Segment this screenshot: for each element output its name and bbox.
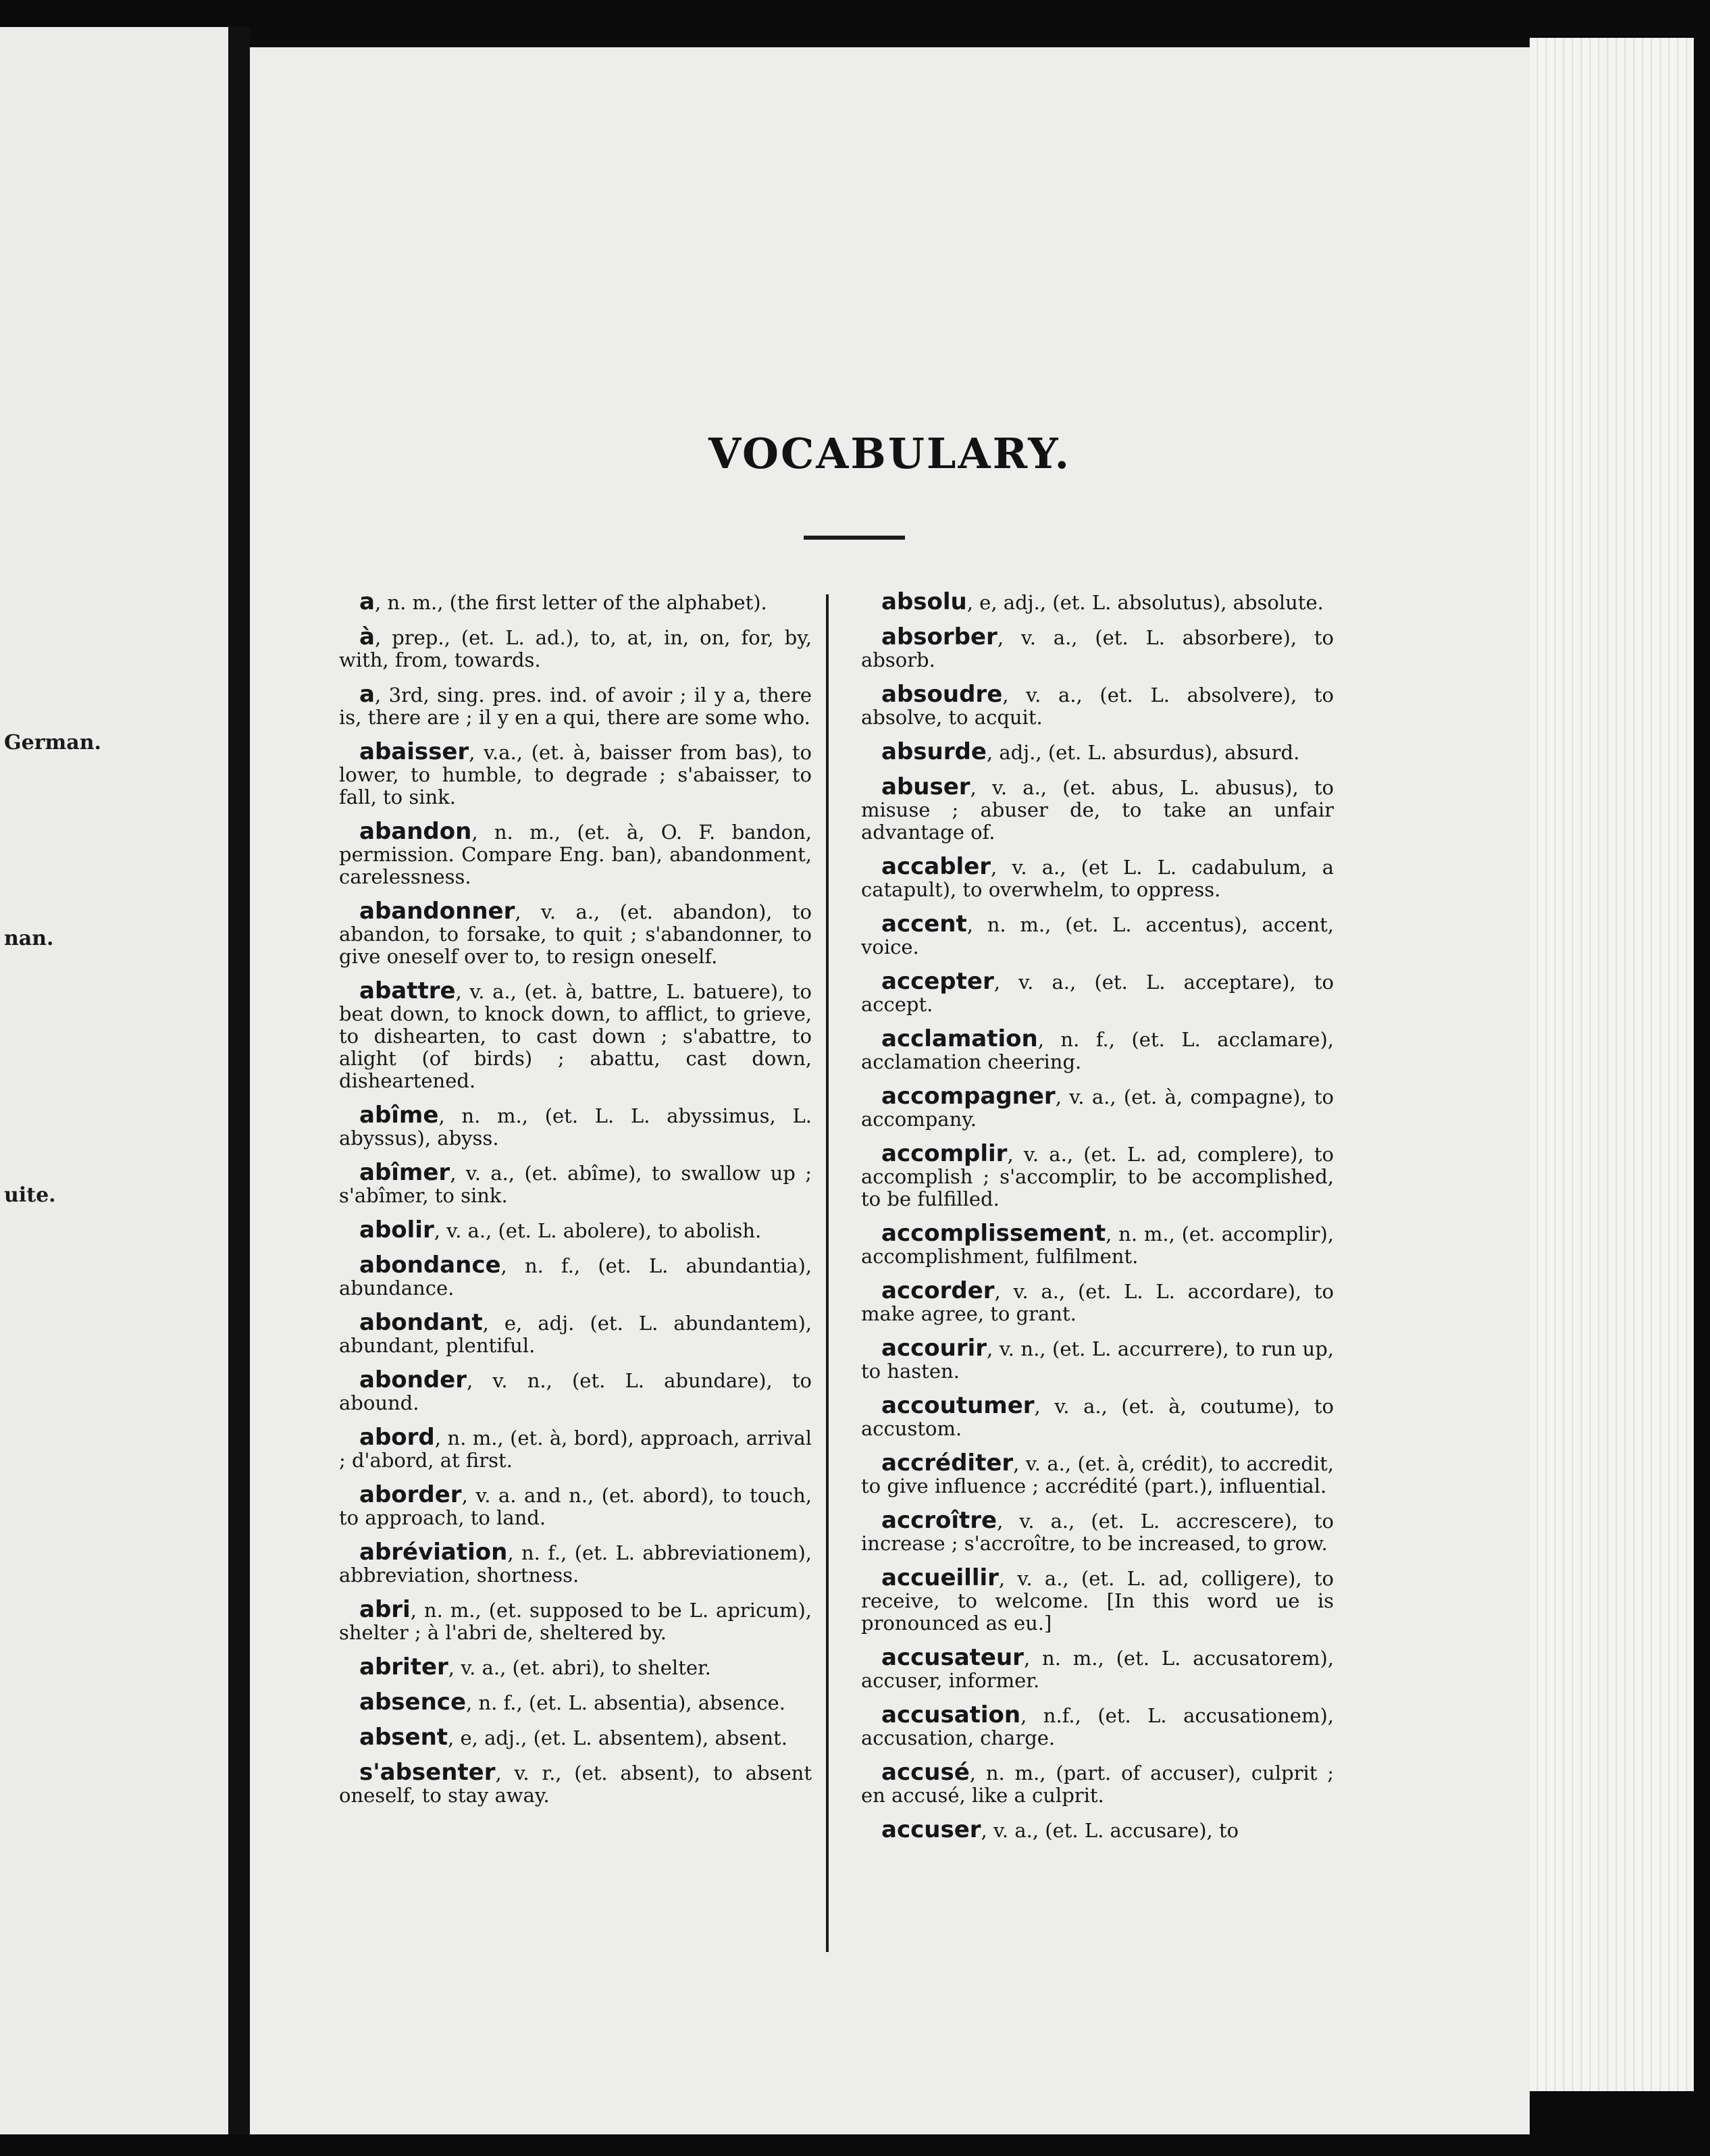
- entry-headword: absurde: [881, 738, 987, 765]
- dictionary-entry: [339, 738, 812, 808]
- dictionary-entry: [861, 1277, 1334, 1325]
- entry-headword: a: [359, 681, 375, 708]
- dictionary-entry: [339, 1366, 812, 1414]
- entry-headword: abréviation: [359, 1539, 508, 1566]
- entry-definition: , adj., (et. L. absurdus), absurd.: [986, 741, 1300, 764]
- dictionary-entry: [861, 588, 1334, 615]
- entry-headword: absence: [359, 1689, 466, 1716]
- dictionary-entry: [861, 1564, 1334, 1635]
- dictionary-entry: [861, 1816, 1334, 1843]
- entry-definition: , v. a., (et L. L. cadabulum, a catapult), to overwhelm, to oppress.: [861, 856, 1334, 901]
- entry-definition: , n. m., (et. L. L. abyssimus, L. abyssus), abyss.: [339, 1104, 812, 1150]
- dictionary-entry: [861, 681, 1334, 729]
- dictionary-entry: [339, 1726, 812, 1749]
- dictionary-entry: [861, 738, 1334, 765]
- margin-fragment: German.: [4, 731, 101, 754]
- entry-headword: abri: [359, 1596, 411, 1623]
- entry-definition: , n. m., (part. of accuser), culprit ; en accusé, like a culprit.: [861, 1762, 1334, 1807]
- entry-headword: abaisser: [359, 738, 469, 765]
- dictionary-entry: [861, 1337, 1334, 1383]
- facing-page-left: [0, 27, 228, 2134]
- dictionary-entry: [861, 1701, 1334, 1749]
- dictionary-entry: [339, 1216, 812, 1243]
- entry-definition: , v. a., (et. abandon), to abandon, to forsake, to quit ; s'abandonner, to give oneself over to, to resign oneself.: [339, 900, 812, 968]
- entry-definition: , v. a., (et. à, battre, L. batuere), to beat down, to knock down, to afflict, to grieve, to dishearten, to cast down ; s'abattre, to alight (of birds) ; abattu, cast down, disheartened.: [339, 980, 812, 1092]
- entry-headword: a: [359, 588, 375, 615]
- entry-definition: , v. a., (et. L. ad, complere), to accomplish ; s'accomplir, to be accomplished, to be fulfilled.: [861, 1143, 1334, 1210]
- entry-definition: , n.f., (et. L. accusationem), accusation, charge.: [861, 1704, 1334, 1749]
- dictionary-entry: [861, 773, 1334, 844]
- margin-fragment: uite.: [4, 1183, 56, 1207]
- dictionary-entry: [339, 977, 812, 1092]
- entry-headword: s'absenter: [359, 1759, 496, 1786]
- dictionary-entry: [861, 1140, 1334, 1210]
- page-title: VOCABULARY.: [708, 429, 1072, 478]
- dictionary-entry: [339, 588, 812, 615]
- entry-headword: accent: [881, 910, 967, 938]
- right-column: [861, 588, 1334, 1854]
- entry-definition: , v. a., (et. abri), to shelter.: [448, 1656, 711, 1679]
- dictionary-entry: [861, 1759, 1334, 1807]
- entry-headword: accréditer: [881, 1449, 1014, 1477]
- dictionary-entry: [861, 1085, 1334, 1131]
- dictionary-entry: [339, 623, 812, 671]
- entry-headword: accuser: [881, 1816, 981, 1843]
- entry-headword: aborder: [359, 1481, 462, 1508]
- entry-headword: accusé: [881, 1759, 970, 1786]
- entry-headword: accusateur: [881, 1644, 1024, 1671]
- entry-definition: , v. r., (et. absent), to absent oneself, to stay away.: [339, 1762, 812, 1807]
- dictionary-entry: [861, 623, 1334, 671]
- entry-headword: abandon: [359, 818, 472, 845]
- entry-headword: accompagner: [881, 1083, 1056, 1110]
- entry-headword: accusation: [881, 1701, 1021, 1728]
- entry-headword: abriter: [359, 1653, 448, 1680]
- column-divider: [826, 594, 829, 1952]
- entry-headword: abandonner: [359, 898, 515, 925]
- dictionary-entry: [861, 1449, 1334, 1497]
- entry-definition: , prep., (et. L. ad.), to, at, in, on, for, by, with, from, towards.: [339, 626, 812, 671]
- entry-definition: , v. a. and n., (et. abord), to touch, to approach, to land.: [339, 1484, 812, 1529]
- entry-headword: accueillir: [881, 1564, 999, 1591]
- entry-definition: , e, adj., (et. L. absolutus), absolute.: [966, 591, 1324, 614]
- entry-definition: , v. a., (et. L. accusare), to: [981, 1819, 1239, 1842]
- entry-definition: , n. m., (et. accomplir), accomplishment, fulfilment.: [861, 1223, 1334, 1268]
- dictionary-entry: [861, 910, 1334, 958]
- entry-headword: acclamation: [881, 1025, 1038, 1052]
- entry-headword: abîme: [359, 1102, 439, 1129]
- entry-definition: , n. m., (et. à, bord), approach, arrival ; d'abord, at first.: [339, 1427, 812, 1472]
- entry-headword: abord: [359, 1424, 435, 1451]
- dictionary-entry: [861, 1644, 1334, 1692]
- entry-definition: , v. a., (et. L. accrescere), to increase ; s'accroître, to be increased, to grow.: [861, 1510, 1334, 1555]
- entry-definition: , n. f., (et. L. abbreviationem), abbreviation, shortness.: [339, 1541, 812, 1587]
- entry-headword: accomplir: [881, 1140, 1008, 1167]
- vocabulary-page: [250, 47, 1530, 2134]
- entry-headword: accabler: [881, 853, 991, 880]
- entry-definition: , v. a., (et. abus, L. abusus), to misuse ; abuser de, to take an unfair advantage of.: [861, 776, 1334, 844]
- entry-headword: absent: [359, 1724, 448, 1751]
- entry-definition: , v. a., (et. abîme), to swallow up ; s'abîmer, to sink.: [339, 1162, 812, 1207]
- entry-definition: , v. a., (et. L. absolvere), to absolve, to acquit.: [861, 684, 1334, 729]
- entry-definition: , v. a., (et. L. abolere), to abolish.: [434, 1219, 762, 1242]
- title-rule: [804, 536, 905, 540]
- entry-definition: , 3rd, sing. pres. ind. of avoir ; il y a, there is, there are ; il y en a qui, there are some who.: [339, 684, 812, 729]
- dictionary-entry: [339, 900, 812, 968]
- dictionary-entry: [339, 1309, 812, 1357]
- dictionary-entry: [861, 1392, 1334, 1440]
- entry-definition: , n. m., (the first letter of the alphabet).: [374, 591, 767, 614]
- entry-definition: , v. a., (et. L. L. accordare), to make agree, to grant.: [861, 1280, 1334, 1325]
- entry-headword: accorder: [881, 1277, 995, 1304]
- left-column: [339, 588, 812, 1819]
- entry-definition: , v. n., (et. L. abundare), to abound.: [339, 1369, 812, 1414]
- entry-headword: abondance: [359, 1252, 501, 1279]
- entry-headword: à: [359, 623, 375, 650]
- entry-headword: abonder: [359, 1366, 467, 1393]
- entry-definition: , n. f., (et. L. absentia), absence.: [466, 1691, 785, 1714]
- dictionary-entry: [339, 1481, 812, 1529]
- entry-definition: , v. a., (et. L. acceptare), to accept.: [861, 971, 1334, 1016]
- dictionary-entry: [339, 1759, 812, 1807]
- entry-definition: , n. m., (et. L. accusatorem), accuser, informer.: [861, 1647, 1334, 1692]
- entry-definition: , v. a., (et. à, crédit), to accredit, to give influence ; accrédité (part.), influential.: [861, 1452, 1334, 1497]
- entry-definition: , v. a., (et. à, coutume), to accustom.: [861, 1395, 1334, 1440]
- entry-headword: absorber: [881, 623, 998, 650]
- dictionary-entry: [339, 1424, 812, 1472]
- entry-headword: accomplissement: [881, 1220, 1106, 1247]
- entry-headword: absoudre: [881, 681, 1003, 708]
- dictionary-entry: [339, 1104, 812, 1150]
- dictionary-entry: [861, 1220, 1334, 1268]
- dictionary-entry: [861, 1025, 1334, 1073]
- entry-definition: , e, adj. (et. L. abundantem), abundant, plentiful.: [339, 1312, 812, 1357]
- entry-headword: accroître: [881, 1507, 998, 1534]
- book-gutter: [228, 27, 250, 2134]
- entry-definition: , v.a., (et. à, baisser from bas), to lower, to humble, to degrade ; s'abaisser, to fall, to sink.: [339, 741, 812, 808]
- entry-headword: abattre: [359, 977, 456, 1004]
- entry-definition: , n. m., (et. L. accentus), accent, voice.: [861, 913, 1334, 958]
- entry-headword: abuser: [881, 773, 970, 800]
- entry-headword: accoutumer: [881, 1392, 1035, 1419]
- dictionary-entry: [339, 1254, 812, 1300]
- entry-definition: , v. n., (et. L. accurrere), to run up, to hasten.: [861, 1337, 1334, 1383]
- dictionary-entry: [339, 818, 812, 888]
- entry-definition: , v. a., (et. L. ad, colligere), to receive, to welcome. [In this word ue is pronounced as eu.]: [861, 1567, 1334, 1635]
- entry-definition: , n. f., (et. L. abundantia), abundance.: [339, 1254, 812, 1300]
- dictionary-entry: [339, 1596, 812, 1644]
- dictionary-entry: [861, 1507, 1334, 1555]
- dictionary-entry: [861, 853, 1334, 901]
- dictionary-entry: [339, 1691, 812, 1714]
- entry-definition: , n. m., (et. supposed to be L. apricum), shelter ; à l'abri de, sheltered by.: [339, 1599, 812, 1644]
- page-edges: [1530, 38, 1694, 2091]
- entry-definition: , n. f., (et. L. acclamare), acclamation cheering.: [861, 1028, 1334, 1073]
- entry-headword: abolir: [359, 1216, 434, 1243]
- entry-headword: abîmer: [359, 1159, 450, 1186]
- entry-definition: , n. m., (et. à, O. F. bandon, permission. Compare Eng. ban), abandonment, carelessness.: [339, 821, 812, 888]
- dictionary-entry: [339, 1159, 812, 1207]
- entry-definition: , e, adj., (et. L. absentem), absent.: [448, 1726, 787, 1749]
- dictionary-entry: [339, 1541, 812, 1587]
- dictionary-entry: [339, 1653, 812, 1680]
- margin-fragment: nan.: [4, 927, 54, 950]
- dictionary-entry: [339, 681, 812, 729]
- entry-headword: accourir: [881, 1335, 987, 1362]
- dictionary-entry: [861, 968, 1334, 1016]
- entry-definition: , v. a., (et. L. absorbere), to absorb.: [861, 626, 1334, 671]
- entry-headword: accepter: [881, 968, 994, 995]
- entry-definition: , v. a., (et. à, compagne), to accompany.: [861, 1085, 1334, 1131]
- entry-headword: absolu: [881, 588, 967, 615]
- entry-headword: abondant: [359, 1309, 483, 1336]
